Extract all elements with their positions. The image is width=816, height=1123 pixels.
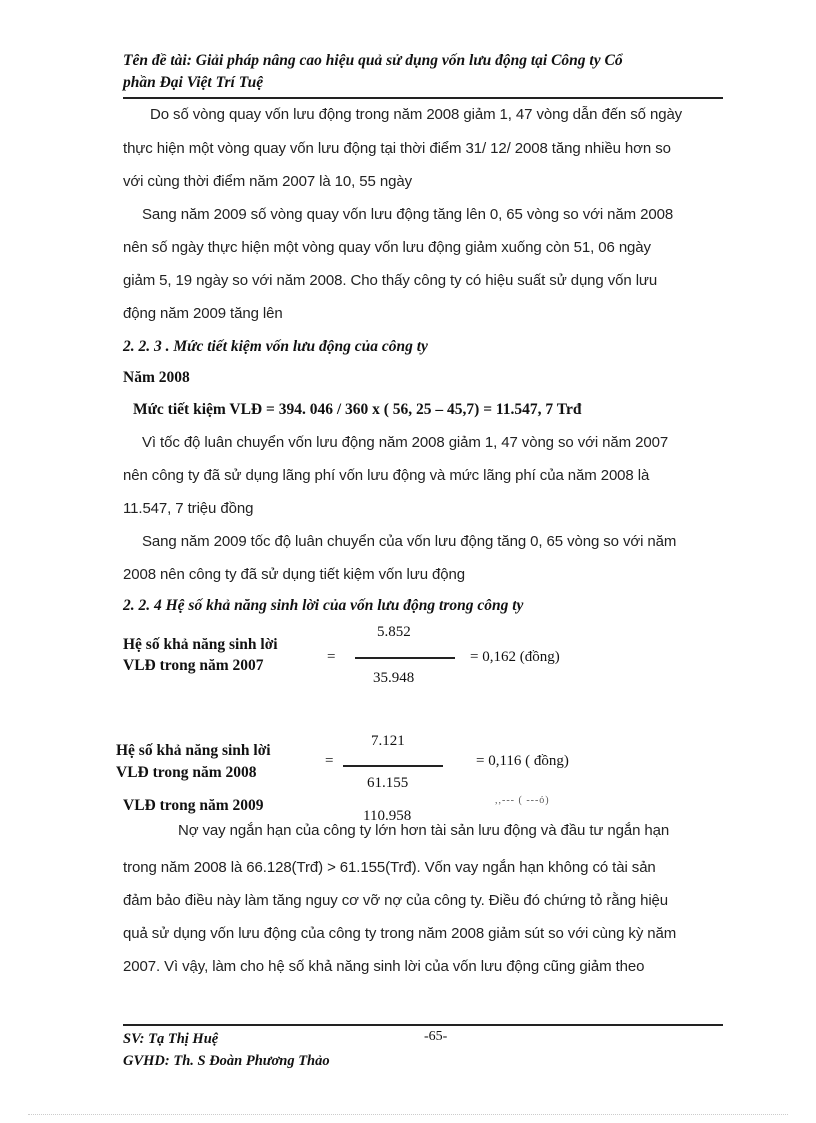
numerator: 7.121: [371, 733, 405, 749]
paragraph-line: nên công ty đã sử dụng lãng phí vốn lưu động và mức lãng phí của năm 2008 là: [123, 467, 650, 484]
fraction-bar: [343, 765, 443, 767]
equals-sign: =: [325, 753, 334, 769]
equals-sign: =: [327, 649, 336, 665]
formula-label: VLĐ trong năm 2009: [123, 797, 264, 814]
paragraph-line: động năm 2009 tăng lên: [123, 305, 283, 322]
paragraph-line: giảm 5, 19 ngày so với năm 2008. Cho thấy công ty có hiệu suất sử dụng vốn lưu: [123, 272, 658, 289]
clipped-paragraph-line: Nợ vay ngắn hạn của công ty lớn hơn tài sản lưu động và đầu tư ngắn hạn: [178, 822, 670, 839]
footer-rule: [123, 1024, 723, 1026]
paragraph-line: 11.547, 7 triệu đồng: [123, 500, 254, 517]
header-rule: [123, 97, 723, 99]
section-heading-223: 2. 2. 3 . Mức tiết kiệm vốn lưu động của công ty: [123, 338, 428, 355]
page-number: -65-: [424, 1029, 448, 1044]
numerator: 5.852: [377, 624, 411, 640]
paragraph-line: Vì tốc độ luân chuyển vốn lưu động năm 2008 giảm 1, 47 vòng so với năm 2007: [142, 434, 669, 451]
footer-student: SV: Tạ Thị Huệ: [123, 1031, 219, 1047]
page-edge: [28, 1114, 788, 1115]
result: = 0,116 ( đồng): [476, 753, 569, 769]
formula-label: Hệ số khả năng sinh lời: [116, 742, 271, 759]
paragraph-line: trong năm 2008 là 66.128(Trđ) > 61.155(Trđ). Vốn vay ngắn hạn không có tài sản: [123, 859, 656, 876]
paragraph-line: Sang năm 2009 tốc độ luân chuyển của vốn lưu động tăng 0, 65 vòng so với năm: [142, 533, 677, 550]
footer-advisor: GVHD: Th. S Đoàn Phương Thảo: [123, 1053, 330, 1069]
result: = 0,162 (đồng): [470, 649, 560, 665]
section-heading-224: 2. 2. 4 Hệ số khả năng sinh lời của vốn lưu động trong công ty: [123, 597, 524, 614]
denominator: 61.155: [367, 775, 409, 791]
fraction-bar: [355, 657, 455, 659]
paragraph-line: 2007. Vì vậy, làm cho hệ số khả năng sinh lời của vốn lưu động cũng giảm theo: [123, 958, 645, 975]
paragraph-line: Do số vòng quay vốn lưu động trong năm 2008 giảm 1, 47 vòng dẫn đến số ngày: [150, 106, 683, 123]
formula-label: Hệ số khả năng sinh lời: [123, 636, 278, 653]
document-title-line1: Tên đề tài: Giải pháp nâng cao hiệu quả sử dụng vốn lưu động tại Công ty Cổ: [123, 52, 623, 69]
paragraph-line: với cùng thời điểm năm 2007 là 10, 55 ngày: [123, 173, 412, 190]
formula-label: VLĐ trong năm 2007: [123, 657, 264, 674]
formula-label: VLĐ trong năm 2008: [116, 764, 257, 781]
denominator: 110.958: [363, 808, 412, 824]
paragraph-line: thực hiện một vòng quay vốn lưu động tại thời điểm 31/ 12/ 2008 tăng nhiều hơn so: [123, 140, 671, 157]
document-title-line2: phần Đại Việt Trí Tuệ: [123, 74, 264, 91]
year-label: Năm 2008: [123, 369, 190, 386]
paragraph-line: đảm bảo điều này làm tăng nguy cơ vỡ nợ của công ty. Điều đó chứng tỏ rằng hiệu: [123, 892, 669, 909]
paragraph-line: nên số ngày thực hiện một vòng quay vốn lưu động giảm xuống còn 51, 06 ngày: [123, 239, 651, 256]
paragraph-line: Sang năm 2009 số vòng quay vốn lưu động tăng lên 0, 65 vòng so với năm 2008: [142, 206, 674, 223]
result-fragment: ,,--- ( ---ỏ): [495, 795, 550, 806]
paragraph-line: quả sử dụng vốn lưu động của công ty trong năm 2008 giảm sút so với cùng kỳ năm: [123, 925, 677, 942]
saving-formula: Mức tiết kiệm VLĐ = 394. 046 / 360 x ( 56, 25 – 45,7) = 11.547, 7 Trđ: [133, 401, 582, 418]
paragraph-line: 2008 nên công ty đã sử dụng tiết kiệm vốn lưu động: [123, 566, 465, 583]
denominator: 35.948: [373, 670, 415, 686]
